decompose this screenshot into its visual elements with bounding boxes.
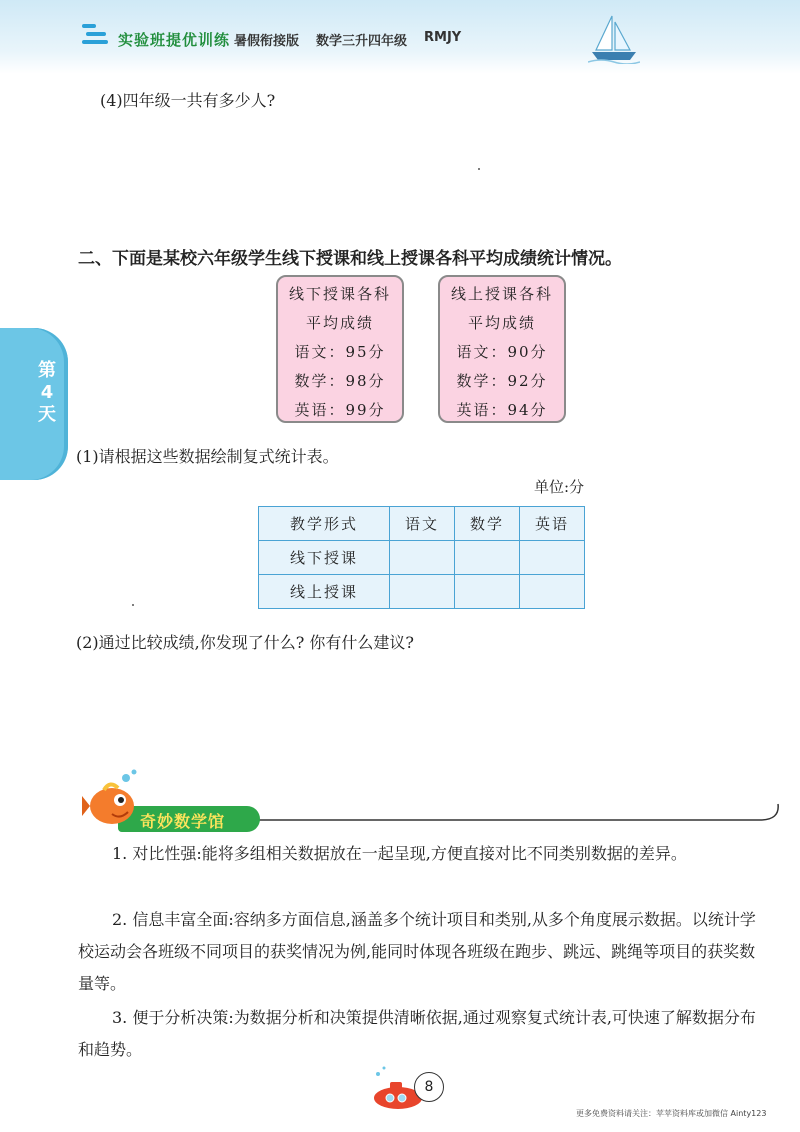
online-chinese-score: 语文：90分 xyxy=(456,343,548,361)
edition-label: 暑假衔接版 xyxy=(234,34,300,49)
fun-math-badge-label: 奇妙数学馆 xyxy=(140,812,226,831)
cartoon-fish-icon xyxy=(82,768,142,830)
header-cell-english: 英语 xyxy=(520,507,585,541)
offline-card-subtitle: 平均成绩 xyxy=(305,314,374,332)
footer-note: 更多免费资料请关注：苹苹资料库或加微信 Ainty123 xyxy=(576,1109,767,1118)
stray-dot xyxy=(478,168,480,170)
header-cell-chinese: 语文 xyxy=(390,507,455,541)
blank-cell[interactable] xyxy=(455,575,520,609)
blank-cell[interactable] xyxy=(520,541,585,575)
online-card-title: 线上授课各科 xyxy=(450,285,553,303)
blank-cell[interactable] xyxy=(520,575,585,609)
series-logo-icon xyxy=(82,22,112,46)
sailboat-icon xyxy=(588,14,640,64)
page-number: 8 xyxy=(414,1072,444,1102)
version-label: RMJY xyxy=(424,30,462,45)
question-1: (1)请根据这些数据绘制复式统计表。 xyxy=(76,447,339,466)
table-row xyxy=(259,541,585,575)
offline-card-title: 线下授课各科 xyxy=(288,285,391,303)
header-cell-math: 数学 xyxy=(455,507,520,541)
offline-english-score: 英语：99分 xyxy=(294,401,386,419)
question-2: (2)通过比较成绩,你发现了什么? 你有什么建议? xyxy=(76,633,414,652)
stray-dot xyxy=(132,604,134,606)
fun-paragraph-1: 1. 对比性强:能将多组相关数据放在一起呈现,方便直接对比不同类别数据的差异。 xyxy=(112,844,687,863)
blank-cell[interactable] xyxy=(390,575,455,609)
section-2-title: 二、下面是某校六年级学生线下授课和线上授课各科平均成绩统计情况。 xyxy=(78,249,622,269)
series-title: 实验班提优训练 xyxy=(118,31,231,49)
row-label-online: 线上授课 xyxy=(259,575,390,609)
blank-cell[interactable] xyxy=(455,541,520,575)
fun-paragraph-2: 2. 信息丰富全面:容纳多方面信息,涵盖多个统计项目和类别,从多个角度展示数据。以统计学校运动会各班级不同项目的获奖情况为例,能同时体现各班级在跑步、跳远、跳绳等项目的获奖数量等。 xyxy=(78,910,756,993)
offline-chinese-score: 语文：95分 xyxy=(294,343,386,361)
online-scores-card xyxy=(438,275,566,423)
question-4: (4)四年级一共有多少人? xyxy=(100,91,276,110)
table-header-row xyxy=(259,507,585,541)
fun-paragraph-3: 3. 便于分析决策:为数据分析和决策提供清晰依据,通过观察复式统计表,可快速了解数据分布和趋势。 xyxy=(78,1008,756,1059)
blank-cell[interactable] xyxy=(390,541,455,575)
online-english-score: 英语：94分 xyxy=(456,401,548,419)
table-row xyxy=(259,575,585,609)
header-cell-mode: 教学形式 xyxy=(259,507,390,541)
compound-stats-table xyxy=(258,506,585,609)
online-card-subtitle: 平均成绩 xyxy=(467,314,536,332)
day-tab-label: 第 4 天 xyxy=(38,360,56,425)
row-label-offline: 线下授课 xyxy=(259,541,390,575)
offline-math-score: 数学：98分 xyxy=(294,372,386,390)
subject-label: 数学三升四年级 xyxy=(316,34,408,49)
offline-scores-card xyxy=(276,275,404,423)
online-math-score: 数学：92分 xyxy=(456,372,548,390)
unit-label: 单位:分 xyxy=(534,478,585,496)
